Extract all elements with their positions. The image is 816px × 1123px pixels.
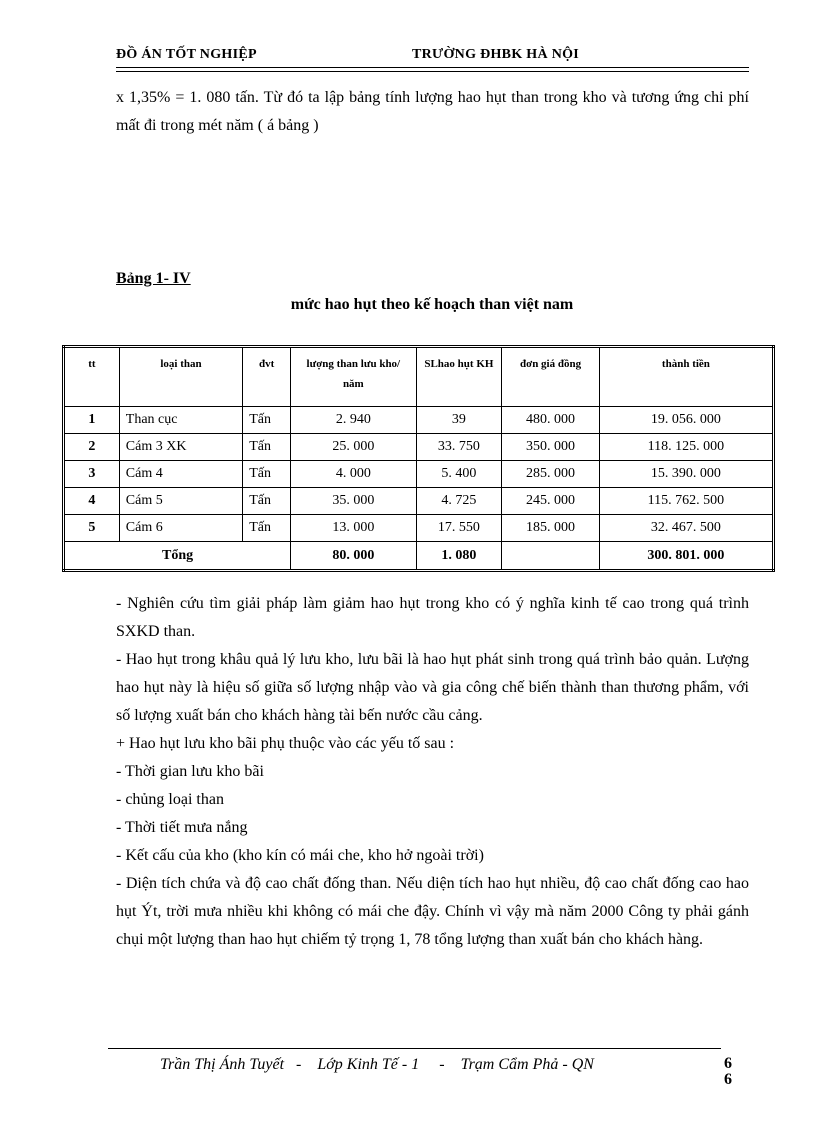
cell-sl: 33. 750 [416,434,502,461]
total-label: Tổng [64,542,291,571]
page-number: 6 6 [724,1055,732,1088]
col-luong: lượng than lưu kho/ năm [291,347,416,407]
header-rule [116,67,749,72]
cell-dongia: 245. 000 [502,488,600,515]
page-footer: Trần Thị Ánh Tuyết - Lớp Kinh Tế - 1 - Trạm Cẩm Phả - QN [160,1056,594,1073]
cell-luong: 2. 940 [291,407,416,434]
intro-paragraph: x 1,35% = 1. 080 tấn. Từ đó ta lập bảng tính lượng hao hụt than trong kho và tương ứng chi phí mất đi trong mét năm ( á bảng ) [116,89,749,134]
cell-thanhtien: 115. 762. 500 [599,488,773,515]
cell-dongia: 480. 000 [502,407,600,434]
cell-tt: 3 [64,461,120,488]
cell-tt: 2 [64,434,120,461]
table-header-row [64,347,774,407]
total-sl: 1. 080 [416,542,502,571]
cell-dvt: Tấn [243,488,291,515]
total-thanhtien: 300. 801. 000 [599,542,773,571]
table-row [64,407,774,434]
body-paragraph: - Nghiên cứu tìm giải pháp làm giảm hao hụt trong kho có ý nghĩa kinh tế cao trong quá trình SXKD than. [116,595,749,640]
cell-luong: 25. 000 [291,434,416,461]
cell-dongia: 185. 000 [502,515,600,542]
cell-dvt: Tấn [243,515,291,542]
cell-loai: Cám 6 [119,515,242,542]
col-dongia: đơn giá đồng [502,347,600,407]
cell-loai: Cám 3 XK [119,434,242,461]
body-paragraph: - Thời gian lưu kho bãi [116,763,264,780]
col-tt: tt [64,347,120,407]
cell-tt: 5 [64,515,120,542]
cell-luong: 4. 000 [291,461,416,488]
table-row [64,434,774,461]
cell-luong: 13. 000 [291,515,416,542]
col-thanhtien: thành tiền [599,347,773,407]
col-loai: loại than [119,347,242,407]
body-paragraph: - chủng loại than [116,791,224,808]
cell-sl: 17. 550 [416,515,502,542]
cell-dvt: Tấn [243,434,291,461]
table-row [64,515,774,542]
cell-tt: 1 [64,407,120,434]
cell-luong: 35. 000 [291,488,416,515]
body-paragraph: - Kết cấu của kho (kho kín có mái che, kho hở ngoài trời) [116,847,484,864]
cell-dvt: Tấn [243,407,291,434]
cell-thanhtien: 118. 125. 000 [599,434,773,461]
cell-dvt: Tấn [243,461,291,488]
loss-table [62,345,775,572]
cell-loai: Cám 4 [119,461,242,488]
cell-thanhtien: 19. 056. 000 [599,407,773,434]
page-header [116,47,749,65]
cell-thanhtien: 32. 467. 500 [599,515,773,542]
header-left: ĐỒ ÁN TỐT NGHIỆP [116,47,257,62]
cell-dongia: 350. 000 [502,434,600,461]
cell-loai: Than cục [119,407,242,434]
table-total-row [64,542,774,571]
table-row [64,461,774,488]
body-paragraph: + Hao hụt lưu kho bãi phụ thuộc vào các yếu tố sau : [116,735,455,752]
total-luong: 80. 000 [291,542,416,571]
cell-sl: 4. 725 [416,488,502,515]
body-paragraph: - Hao hụt trong khâu quả lý lưu kho, lưu bãi là hao hụt phát sinh trong quá trình bảo quản. Lượng hao hụt này là hiệu số giữa số lượng nhập vào và gia công chế biến thành than thương phẩm, với số lượng xuất bán cho khách hàng tài bến nước cầu cảng. [116,651,749,724]
body-text [116,590,749,954]
cell-tt: 4 [64,488,120,515]
cell-sl: 39 [416,407,502,434]
cell-dongia: 285. 000 [502,461,600,488]
cell-thanhtien: 15. 390. 000 [599,461,773,488]
cell-loai: Cám 5 [119,488,242,515]
table-title: mức hao hụt theo kế hoạch than việt nam [290,296,574,313]
col-dvt: đvt [243,347,291,407]
cell-sl: 5. 400 [416,461,502,488]
table-caption: Bảng 1- IV [116,270,191,287]
table-row [64,488,774,515]
total-dongia [502,542,600,571]
footer-rule [108,1048,721,1049]
header-right: TRƯỜNG ĐHBK HÀ NỘI [412,47,580,62]
body-paragraph: - Diện tích chứa và độ cao chất đống than. Nếu diện tích hao hụt nhiều, độ cao chất đống cao hao hụt Ýt, trời mưa nhiều khi không có mái che đậy. Chính vì vậy mà năm 2000 Công ty phải gánh chụi một lượng than hao hụt chiếm tỷ trọng 1, 78 tổng lượng than xuất bán cho khách hàng. [116,875,749,948]
col-sl: SLhao hụt KH [416,347,502,407]
body-paragraph: - Thời tiết mưa nắng [116,819,248,836]
